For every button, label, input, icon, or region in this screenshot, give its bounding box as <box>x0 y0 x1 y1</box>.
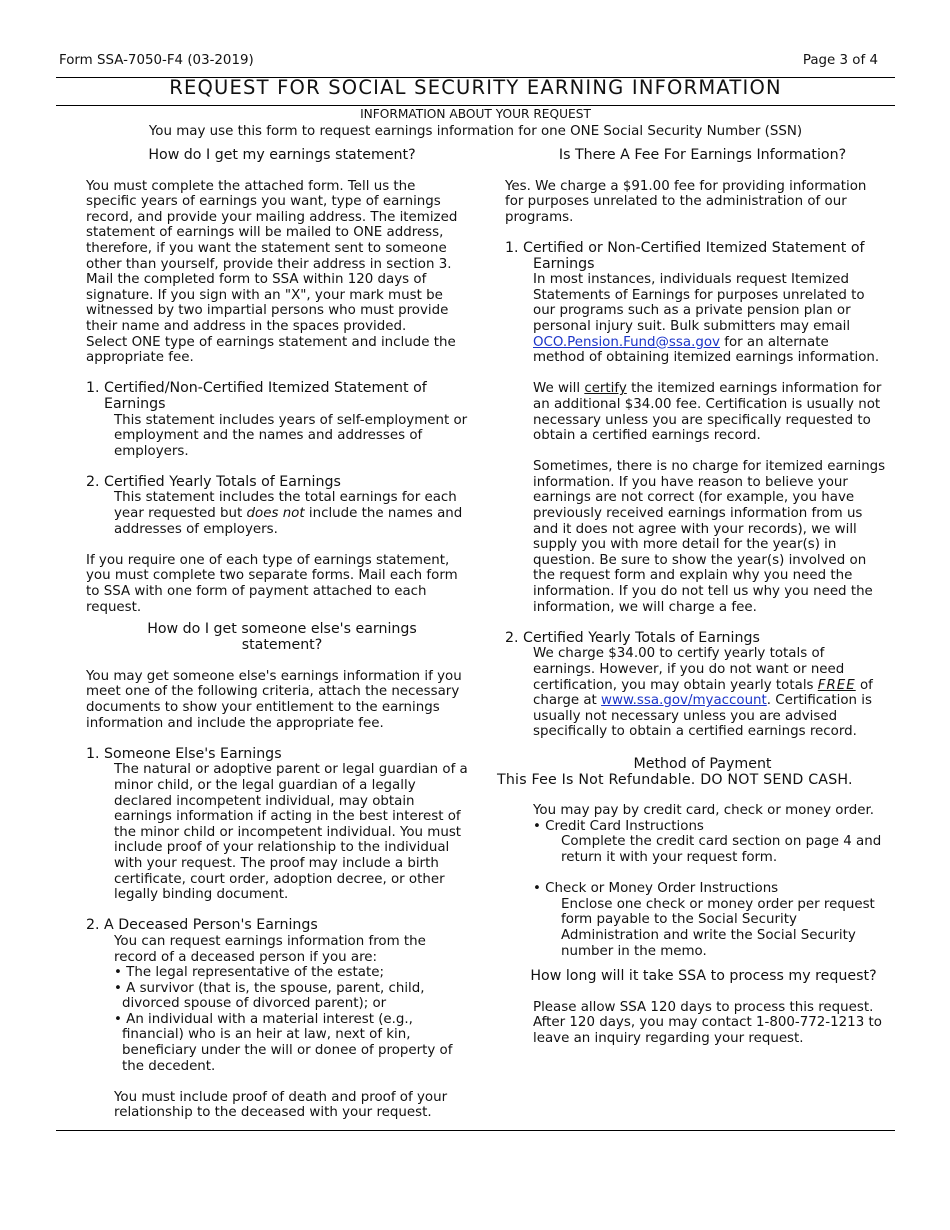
text-line: witnessed by two impartial persons who must provide <box>86 303 449 319</box>
question-processing-time: How long will it take SSA to process my request? <box>530 968 877 985</box>
list-item: • The legal representative of the estate; <box>114 965 384 981</box>
fee-body <box>505 179 900 226</box>
text-line: Complete the credit card section on page 4 and <box>561 834 882 850</box>
section-subheading: INFORMATION ABOUT YOUR REQUEST <box>360 107 591 121</box>
list-item: • A survivor (that is, the spouse, parent, child, divorced spouse of divorced parent); or <box>114 980 425 1012</box>
text-line: our programs such as a private pension plan or <box>533 303 851 319</box>
text-line: return it with your request form. <box>561 849 778 865</box>
text-line: meet one of the following criteria, attach the necessary <box>86 684 460 700</box>
emphasis-free: FREE <box>817 677 856 693</box>
method-of-payment-title: Method of Payment <box>633 755 772 772</box>
item-itemized-body <box>86 413 478 460</box>
question-own-statement: How do I get my earnings statement? <box>148 147 416 163</box>
text-line: addresses of employers. <box>114 521 278 537</box>
text-line: You can request earnings information from the <box>114 933 426 949</box>
text-line: You may get someone else's earnings information if you <box>86 668 462 684</box>
text-line: minor child, or the legal guardian of a legally <box>114 777 416 793</box>
payment-instructions <box>505 803 900 959</box>
emphasis-does-not: does not <box>246 506 305 522</box>
text-line: method of obtaining itemized earnings information. <box>533 350 880 366</box>
right-column <box>497 147 900 1046</box>
text-line: form payable to the Social Security <box>561 912 797 928</box>
text-line: statement of earnings will be mailed to ONE address, <box>86 225 444 241</box>
item-yearly-body <box>86 490 478 537</box>
text-line: question. Be sure to show the year(s) involved on <box>533 552 867 568</box>
text-line: with your request. The proof may include a birth <box>114 855 439 871</box>
deceased-criteria-list <box>86 965 478 1074</box>
text-line: personal injury suit. Bulk submitters may email <box>533 318 851 334</box>
text-line: You must include proof of death and proof of your <box>114 1089 448 1105</box>
fee-item-itemized-title: 1. Certified or Non-Certified Itemized Statement of <box>505 239 865 256</box>
title-rule <box>56 105 895 106</box>
text-line: usually not necessary unless you are advised <box>533 708 838 724</box>
pension-fund-email-link[interactable]: OCO.Pension.Fund@ssa.gov <box>533 334 720 350</box>
fee-item-yearly-body <box>505 646 900 740</box>
text-line: Statements of Earnings for purposes unrelated to <box>533 287 865 303</box>
text-line: Enclose one check or money order per request <box>561 896 875 912</box>
credit-card-heading: • Credit Card Instructions <box>533 818 704 834</box>
myaccount-link[interactable]: www.ssa.gov/myaccount <box>601 693 767 709</box>
text-line: programs. <box>505 209 574 225</box>
deceased-proof-note <box>86 1090 478 1121</box>
text-line: certificate, court order, adoption decree, or other <box>114 871 445 887</box>
text-line: previously received earnings information from us <box>533 506 863 522</box>
item-itemized-title: 1. Certified/Non-Certified Itemized Statement of <box>86 380 427 397</box>
fee-item-yearly-title: 2. Certified Yearly Totals of Earnings <box>505 629 760 646</box>
text-line: earnings are not correct (for example, you have <box>533 490 855 506</box>
text-line: charge at www.ssa.gov/myaccount. Certification is <box>533 693 872 709</box>
question-fee: Is There A Fee For Earnings Information? <box>558 147 847 163</box>
someone-else-body <box>86 669 478 731</box>
text-line: supply you with more detail for the year(s) in <box>533 537 837 553</box>
text-line: After 120 days, you may contact 1-800-772-1213 to <box>533 1015 882 1031</box>
text-line: Mail the completed form to SSA within 120 days of <box>86 272 427 288</box>
page-title: REQUEST FOR SOCIAL SECURITY EARNING INFORMATION <box>169 76 782 99</box>
item-yearly-title: 2. Certified Yearly Totals of Earnings <box>86 473 341 490</box>
text-line: to SSA with one form of payment attached to each <box>86 584 427 600</box>
text-line: record, and provide your mailing address. The itemized <box>86 209 458 225</box>
text-line: employment and the names and addresses of <box>114 428 423 444</box>
text-line: The natural or adoptive parent or legal guardian of a <box>114 762 468 778</box>
text-line: We will certify the itemized earnings information for <box>533 381 882 397</box>
text-line: You must complete the attached form. Tell us the <box>86 178 416 194</box>
text-line: Select ONE type of earnings statement and include the <box>86 334 456 350</box>
credit-card-body <box>533 834 900 865</box>
fee-item-itemized-body <box>505 272 900 615</box>
item-deceased-title: 2. A Deceased Person's Earnings <box>86 917 318 934</box>
emphasis-certify: certify <box>584 381 627 397</box>
text-line: This statement includes years of self-employment or <box>114 412 468 428</box>
two-forms-note <box>86 553 478 615</box>
text-line: Yes. We charge a $91.00 fee for providing information <box>505 178 867 194</box>
text-line: an additional $34.00 fee. Certification is usually not <box>533 396 881 412</box>
text-line: appropriate fee. <box>86 350 194 366</box>
page-number: Page 3 of 4 <box>802 53 878 68</box>
item-deceased-body <box>86 934 478 965</box>
form-id: Form SSA-7050-F4 (03-2019) <box>59 53 254 68</box>
text-line: OCO.Pension.Fund@ssa.gov for an alternate <box>533 334 829 350</box>
text-line: earnings. However, if you do not want or need <box>533 662 845 677</box>
text-line: other than yourself, provide their address in section 3. <box>86 256 452 272</box>
text-line: You may pay by credit card, check or money order. <box>533 803 875 819</box>
text-line: and it does not agree with your records), we will <box>533 521 857 537</box>
text-line: specifically to obtain a certified earnings record. <box>533 724 857 740</box>
text-line: certification, you may obtain yearly totals FREE of <box>533 677 873 693</box>
text-line: you must complete two separate forms. Mail each form <box>86 568 458 584</box>
text-line: include proof of your relationship to the individual <box>114 840 450 856</box>
own-statement-body <box>86 179 478 366</box>
text-line: obtain a certified earnings record. <box>533 428 761 444</box>
text-line: This statement includes the total earnings for each <box>114 490 457 506</box>
text-line: relationship to the deceased with your request. <box>114 1105 432 1121</box>
text-line: In most instances, individuals request Itemized <box>533 272 849 288</box>
text-line: number in the memo. <box>561 943 707 959</box>
text-line: information. If you do not tell us why you need the <box>533 584 873 600</box>
list-item: • An individual with a material interest (e.g., financial) who is an heir at law, next of kin, beneficiary under the will or donee of property of the decedent. <box>114 1011 453 1074</box>
left-column <box>86 147 478 1121</box>
text-line: record of a deceased person if you are: <box>114 949 378 965</box>
text-line: year requested but does not include the names and <box>114 506 463 522</box>
text-line: information, we will charge a fee. <box>533 599 757 615</box>
text-line: request. <box>86 599 142 615</box>
text-line: Administration and write the Social Security <box>561 927 856 943</box>
text-line: If you require one of each type of earnings statement, <box>86 552 450 568</box>
text-line: therefore, if you want the statement sent to someone <box>86 240 447 256</box>
question-someone-else: How do I get someone else's earnings <box>147 621 417 638</box>
item-someone-else-body <box>86 762 478 902</box>
text-line: the request form and explain why you need the <box>533 568 853 584</box>
no-refund-notice: This Fee Is Not Refundable. DO NOT SEND CASH. <box>497 771 853 788</box>
fee-item-itemized-title-cont: Earnings <box>533 255 595 272</box>
text-line: leave an inquiry regarding your request. <box>533 1030 804 1046</box>
text-line: employers. <box>114 443 189 459</box>
text-line: signature. If you sign with an "X", your mark must be <box>86 287 443 303</box>
text-line: the minor child or incompetent individual. You must <box>114 824 462 840</box>
text-line: their name and address in the spaces provided. <box>86 318 407 334</box>
text-line: information and include the appropriate fee. <box>86 715 384 731</box>
text-line: Sometimes, there is no charge for itemized earnings <box>533 459 886 475</box>
text-line: Please allow SSA 120 days to process this request. <box>533 999 874 1015</box>
text-line: specific years of earnings you want, type of earnings <box>86 194 441 210</box>
item-itemized-title-cont: Earnings <box>104 395 166 412</box>
question-someone-else-cont: statement? <box>241 637 323 654</box>
text-line: documents to show your entitlement to the earnings <box>86 700 440 715</box>
item-someone-else-title: 1. Someone Else's Earnings <box>86 745 282 762</box>
text-line: for purposes unrelated to the administration of our <box>505 194 847 210</box>
processing-time-body <box>505 1000 900 1047</box>
text-line: earnings information if acting in the best interest of <box>114 809 461 825</box>
text-line: We charge $34.00 to certify yearly totals of <box>533 646 825 662</box>
check-heading: • Check or Money Order Instructions <box>533 881 779 897</box>
text-line: declared incompetent individual, may obtain <box>114 793 415 809</box>
text-line: necessary unless you are specifically requested to <box>533 412 871 428</box>
intro-text: You may use this form to request earnings information for one ONE Social Security Number (SSN) <box>148 124 803 139</box>
text-line: legally binding document. <box>114 887 289 903</box>
check-body <box>533 897 900 959</box>
bottom-rule <box>56 1130 895 1131</box>
text-line: information. If you have reason to believe your <box>533 474 848 490</box>
